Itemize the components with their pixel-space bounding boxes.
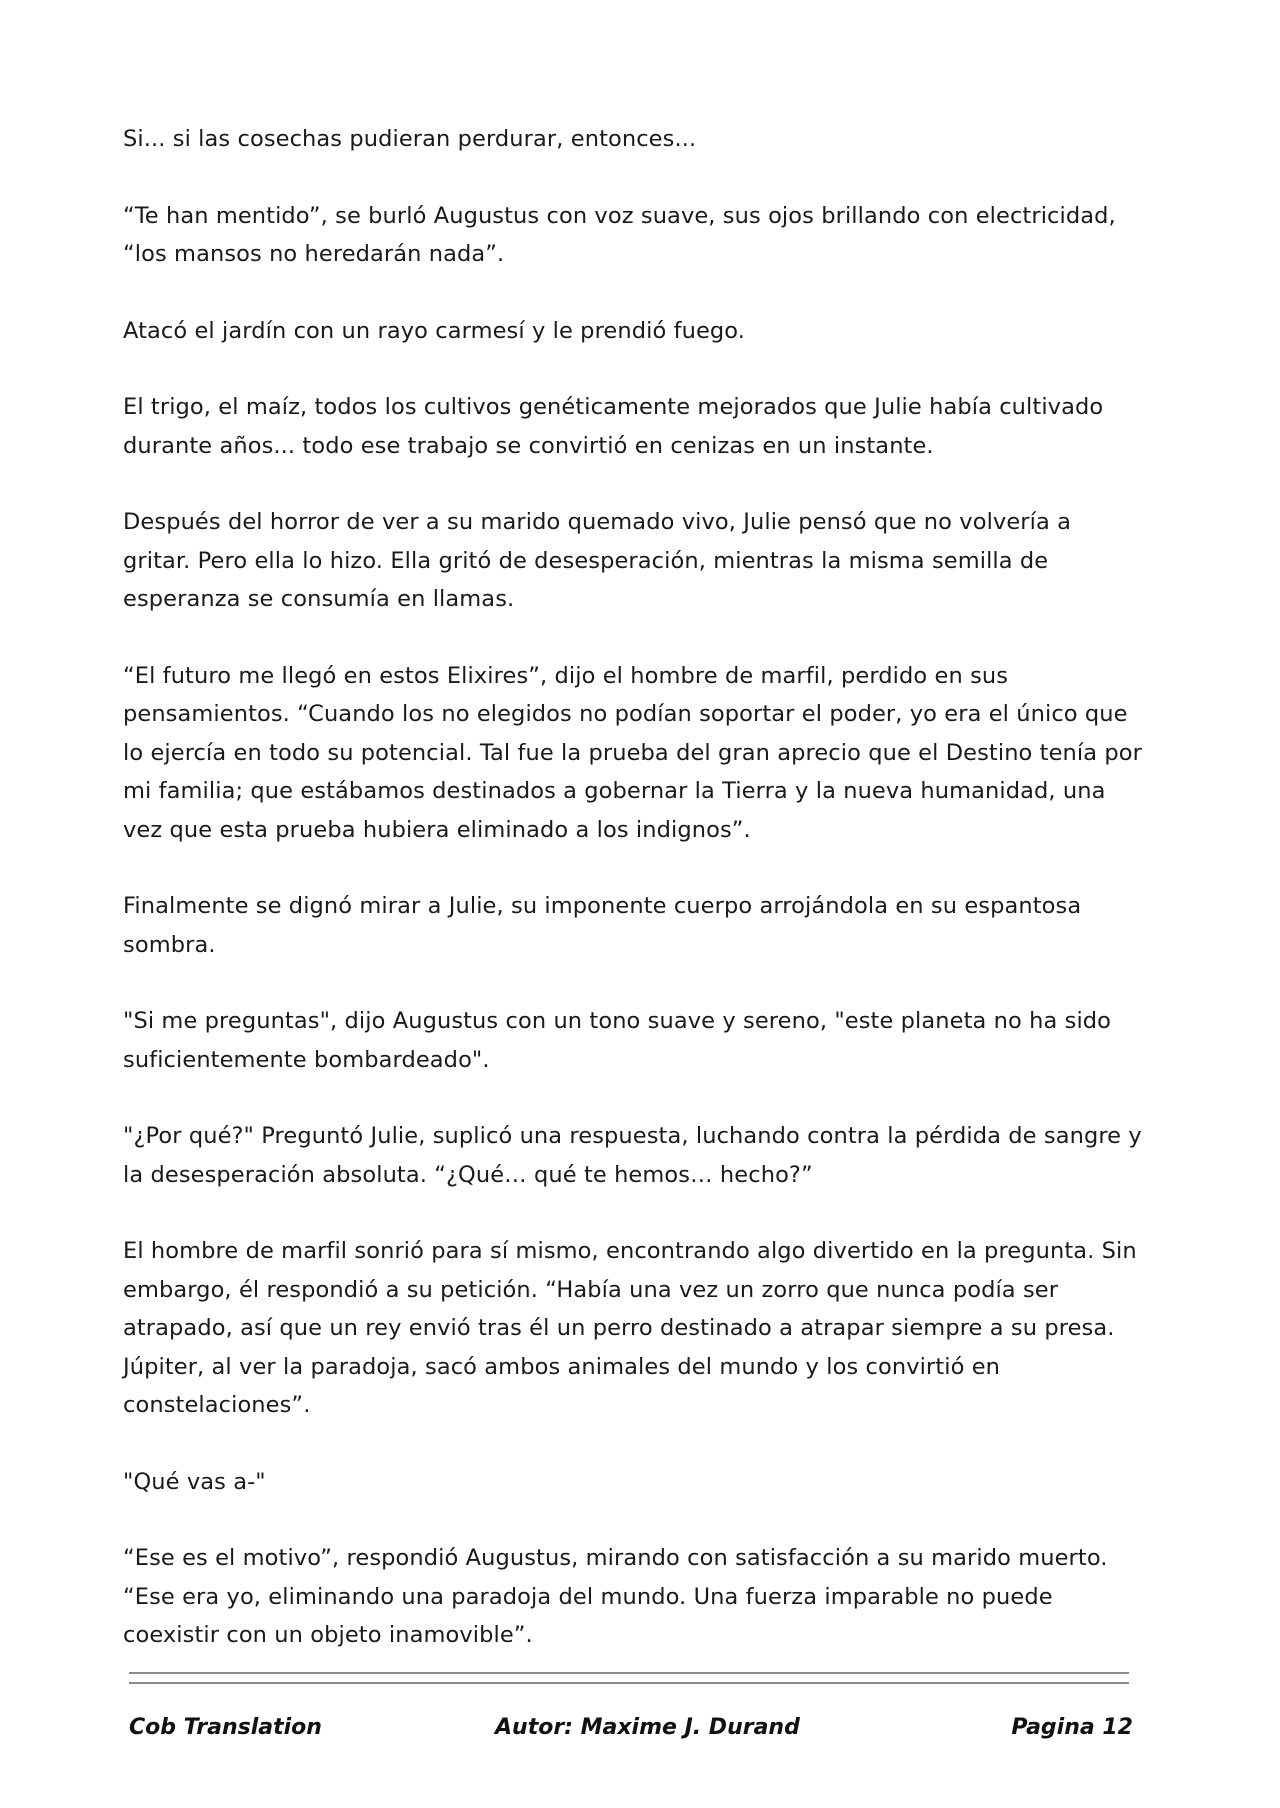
paragraph: Después del horror de ver a su marido quemado vivo, Julie pensó que no volvería a gritar. Pero ella lo hizo. Ella gritó de desesperación, mientras la misma semilla de esperanza se consumía en llamas.: [123, 509, 1072, 612]
page-body: [123, 120, 1143, 1693]
footer-author: Autor: Maxime J. Durand: [495, 1715, 800, 1740]
footer-translator: Cob Translation: [129, 1715, 322, 1740]
paragraph: Si... si las cosechas pudieran perdurar, entonces...: [123, 126, 697, 152]
paragraph: Atacó el jardín con un rayo carmesí y le prendió fuego.: [123, 317, 746, 344]
footer-divider: [129, 1672, 1129, 1692]
paragraph: El hombre de marfil sonrió para sí mismo, encontrando algo divertido en la pregunta. Sin embargo, él respondió a su petición. “Había una vez un zorro que nunca podía ser atrapado, así que un rey envió tras él un perro destinado a atrapar siempre a su presa. Júpiter, al ver la paradoja, sacó ambos animales del mundo y los convirtió en constelaciones”.: [123, 1238, 1137, 1418]
paragraph: El trigo, el maíz, todos los cultivos genéticamente mejorados que Julie había cultivado durante años... todo ese trabajo se convirtió en cenizas en un instante.: [123, 394, 1104, 459]
footer-rule-top: [129, 1672, 1129, 1674]
paragraph: “El futuro me llegó en estos Elixires”, dijo el hombre de marfil, perdido en sus pensamientos. “Cuando los no elegidos no podían soportar el poder, yo era el único que lo ejercía en todo su potencial. Tal fue la prueba del gran aprecio que el Destino tenía por mi familia; que estábamos destinados a gobernar la Tierra y la nueva humanidad, una vez que esta prueba hubiera eliminado a los indignos”.: [123, 662, 1142, 843]
paragraph: “Ese es el motivo”, respondió Augustus, mirando con satisfacción a su marido muerto. “Ese era yo, eliminando una paradoja del mundo. Una fuerza imparable no puede coexistir con un objeto inamovible”.: [123, 1545, 1108, 1648]
footer-rule-bottom: [129, 1682, 1129, 1684]
paragraph: "Si me preguntas", dijo Augustus con un tono suave y sereno, "este planeta no ha sido suficientemente bombardeado".: [123, 1008, 1112, 1073]
paragraph: “Te han mentido”, se burló Augustus con voz suave, sus ojos brillando con electricidad, “los mansos no heredarán nada”.: [123, 202, 1116, 267]
footer-page-number: Pagina 12: [1011, 1715, 1133, 1740]
paragraph: "Qué vas a-": [123, 1468, 266, 1495]
page-footer: [129, 1711, 1133, 1751]
paragraph: "¿Por qué?" Preguntó Julie, suplicó una respuesta, luchando contra la pérdida de sangre y la desesperación absoluta. “¿Qué… qué te hemos… hecho?”: [123, 1123, 1142, 1188]
paragraph: Finalmente se dignó mirar a Julie, su imponente cuerpo arrojándola en su espantosa sombra.: [123, 893, 1082, 958]
